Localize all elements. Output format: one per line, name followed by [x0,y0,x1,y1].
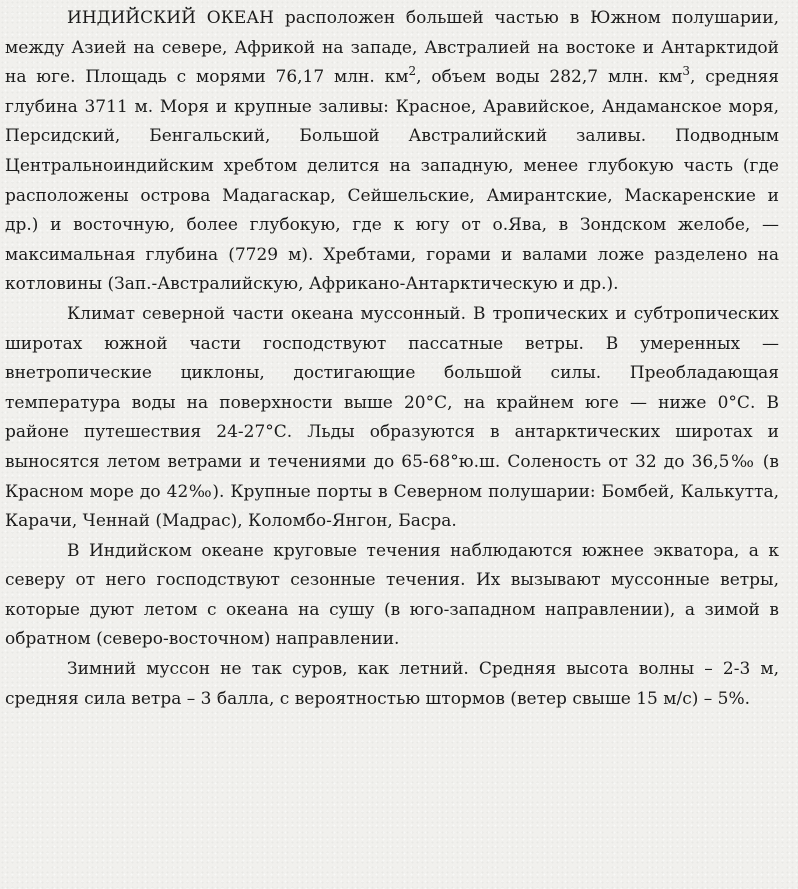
paragraph-currents [5,537,779,655]
currents-text: В Индийском океане круговые течения наблюдаются южнее экватора, а к северу от него господствуют сезонные течения. Их вызывают муссонные ветры, которые дуют летом с океана на сушу (в юго-западном направлении), а зимой в обратном (северо-восточном) направлении. [5,540,779,650]
overview-text-2: , объем воды 282,7 млн. км [416,67,683,88]
superscript-2: 2 [408,64,417,79]
paragraph-monsoon [5,655,779,714]
overview-text-3: , средняя глубина 3711 м. Моря и крупные заливы: Красное, Аравийское, Андаманское моря, Персидский, Бенгальский, Большой Австралийский заливы. Подводным Центральноиндийским хребтом делится на западную, менее глубокую часть (где расположены острова Мадагаскар, Сейшельские, Амирантские, Маскаренские и др.) и восточную, более глубокую, где к югу от о.Ява, в Зондском желобе, — максимальная глубина (7729 м). Хребтами, горами и валами ложе разделено на котловины (Зап.-Австралийскую, Африкано-Антарктическую и др.). [5,67,779,295]
monsoon-text: Зимний муссон не так суров, как летний. Средняя высота волны – 2-3 м, средняя сила ветра – 3 балла, с вероятностью штормов (ветер свыше 15 м/с) – 5%. [5,659,779,709]
paragraph-ocean-overview [5,4,779,300]
climate-text: Климат северной части океана муссонный. В тропических и субтропических широтах южной части господствуют пассатные ветры. В умеренных — внетропические циклоны, достигающие большой силы. Преобладающая температура воды на поверхности выше 20°С, на крайнем юге — ниже 0°С. В районе путешествия 24-27°С. Льды образуются в антарктических широтах и выносятся летом ветрами и течениями до 65-68°ю.ш. Соленость от 32 до 36,5‰ (в Красном море до 42‰). Крупные порты в Северном полушарии: Бомбей, Калькутта, Карачи, Ченнай (Мадрас), Коломбо-Янгон, Басра. [5,303,779,532]
superscript-3: 3 [682,64,691,79]
overview-text-1: ИНДИЙСКИЙ ОКЕАН расположен большей частью в Южном полушарии, между Азией на севере, Африкой на западе, Австралией на востоке и Антарктидой на юге. Площадь с морями 76,17 млн. км [5,8,779,88]
document-body [5,4,779,714]
paragraph-climate [5,300,779,537]
